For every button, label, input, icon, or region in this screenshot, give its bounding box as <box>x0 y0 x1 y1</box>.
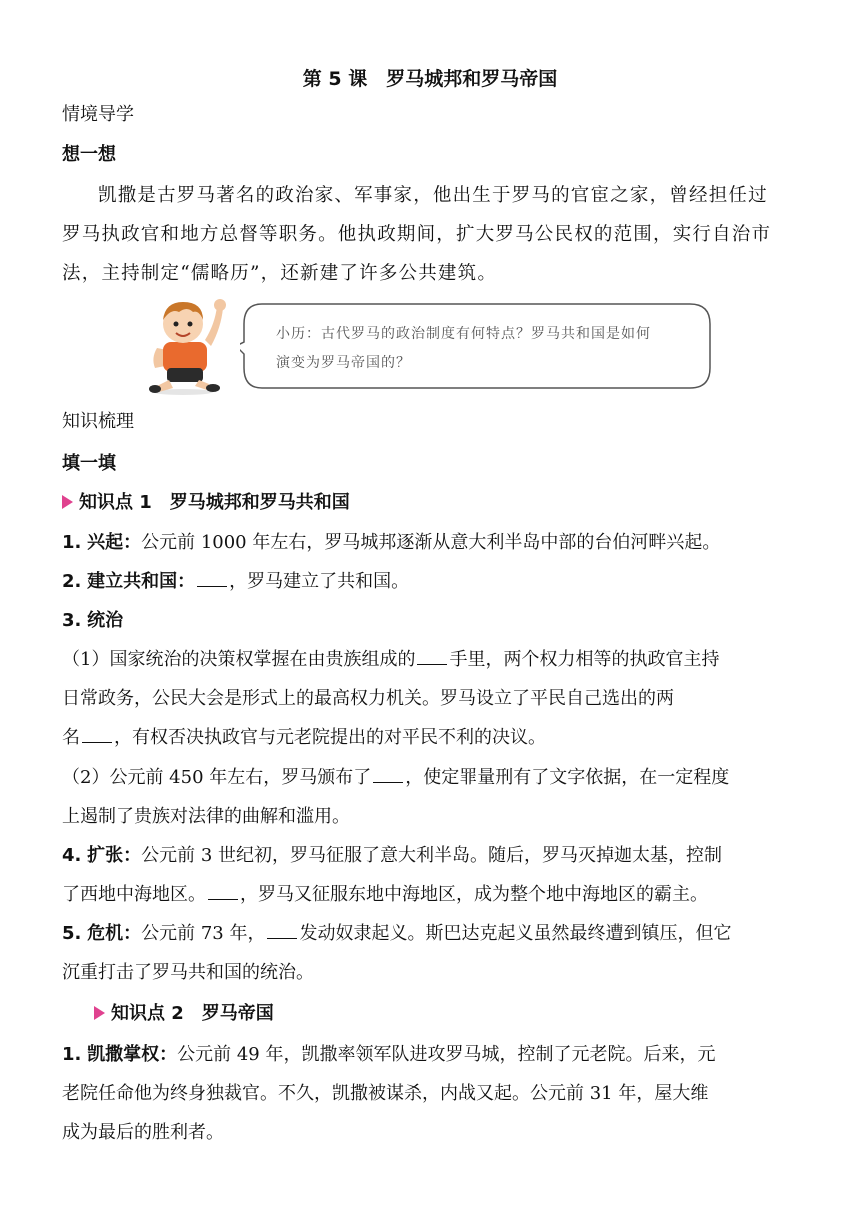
item-key: 危机： <box>87 923 142 944</box>
kp2-item-1-line-2: 老院任命他为终身独裁官。不久，凯撒被谋杀，内战又起。公元前 31 年，屋大维 <box>62 1083 709 1104</box>
item-key: 建立共和国： <box>87 571 196 592</box>
kp2-label-text: 知识点 2 罗马帝国 <box>111 1003 274 1024</box>
section-heading-intro: 情境导学 <box>62 104 134 125</box>
think-heading: 想一想 <box>62 144 116 165</box>
item-text: 发动奴隶起义。斯巴达克起义虽然最终遭到镇压，但它 <box>299 923 732 944</box>
page-title: 第 5 课 罗马城邦和罗马帝国 <box>302 68 558 90</box>
kp1-item-2 <box>62 567 409 593</box>
kp1-item-4 <box>62 841 722 867</box>
item-key: 兴起： <box>87 532 142 553</box>
item-text: ，使定罪量刑有了文字依据，在一定程度 <box>405 767 730 788</box>
item-key: 凯撒掌权： <box>87 1044 178 1065</box>
kp1-item-5 <box>62 919 731 945</box>
knowledge-point-1-label <box>62 488 350 514</box>
kp1-item-3 <box>62 606 123 632</box>
item-key: 统治 <box>87 610 124 631</box>
item-number: 5. <box>62 923 82 944</box>
item-text: 公元前 1000 年左右，罗马城邦逐渐从意大利半岛中部的台伯河畔兴起。 <box>141 532 721 553</box>
item-text: 名 <box>62 727 80 748</box>
kp1-item-3a-line-1 <box>62 645 719 671</box>
item-text: ，罗马建立了共和国。 <box>229 571 410 592</box>
intro-line-1: 凯撒是古罗马著名的政治家、军事家，他出生于罗马的官宦之家，曾经担任过 <box>98 185 768 206</box>
item-text: 了西地中海地区。 <box>62 884 206 905</box>
pink-triangle-icon <box>62 495 73 509</box>
kp1-item-3a-line-3 <box>62 723 546 749</box>
item-key: 扩张： <box>87 845 142 866</box>
item-text: ，有权否决执政官与元老院提出的对平民不利的决议。 <box>114 727 546 748</box>
fill-blank[interactable] <box>417 646 447 665</box>
bubble-line-1: 小历：古代罗马的政治制度有何特点？罗马共和国是如何 <box>276 326 651 342</box>
kp1-item-4-line-2 <box>62 880 708 906</box>
item-text: （2）公元前 450 年左右，罗马颁布了 <box>62 767 372 788</box>
item-text: ，罗马又征服东地中海地区，成为整个地中海地区的霸主。 <box>240 884 708 905</box>
fill-blank[interactable] <box>267 920 297 939</box>
kp1-item-3b-line-1 <box>62 763 729 789</box>
kp1-item-3a-line-2: 日常政务，公民大会是形式上的最高权力机关。罗马设立了平民自己选出的两 <box>62 688 674 709</box>
kp1-item-3b-line-2: 上遏制了贵族对法律的曲解和滥用。 <box>62 806 350 827</box>
kp1-item-5-line-2: 沉重打击了罗马共和国的统治。 <box>62 962 314 983</box>
kp2-item-1-line-3: 成为最后的胜利者。 <box>62 1122 224 1143</box>
fill-blank[interactable] <box>208 881 238 900</box>
item-text: 公元前 73 年， <box>141 923 266 944</box>
intro-line-2: 罗马执政官和地方总督等职务。他执政期间，扩大罗马公民权的范围，实行自治市 <box>62 224 772 245</box>
cartoon-boy-illustration <box>143 296 227 396</box>
item-number: 2. <box>62 571 82 592</box>
knowledge-point-2-label <box>94 999 274 1025</box>
item-number: 1. <box>62 1044 82 1065</box>
section-heading-knowledge: 知识梳理 <box>62 411 134 432</box>
item-text: 公元前 3 世纪初，罗马征服了意大利半岛。随后，罗马灭掉迦太基，控制 <box>141 845 723 866</box>
item-number: 4. <box>62 845 82 866</box>
fill-blank[interactable] <box>373 764 403 783</box>
fill-blank[interactable] <box>82 724 112 743</box>
bubble-line-2: 演变为罗马帝国的？ <box>276 355 411 371</box>
item-text: 公元前 49 年，凯撒率领军队进攻罗马城，控制了元老院。后来，元 <box>177 1044 716 1065</box>
item-number: 1. <box>62 532 82 553</box>
kp1-label-text: 知识点 1 罗马城邦和罗马共和国 <box>79 492 350 513</box>
item-text: 手里，两个权力相等的执政官主持 <box>449 649 720 670</box>
kp1-item-1 <box>62 528 720 554</box>
fill-heading: 填一填 <box>62 453 116 474</box>
item-number: 3. <box>62 610 82 631</box>
item-text: （1）国家统治的决策权掌握在由贵族组成的 <box>62 649 416 670</box>
kp2-item-1 <box>62 1040 715 1066</box>
fill-blank[interactable] <box>197 568 227 587</box>
intro-line-3: 法，主持制定“儒略历”，还新建了许多公共建筑。 <box>62 263 498 284</box>
speech-bubble <box>240 302 712 390</box>
pink-triangle-icon <box>94 1006 105 1020</box>
